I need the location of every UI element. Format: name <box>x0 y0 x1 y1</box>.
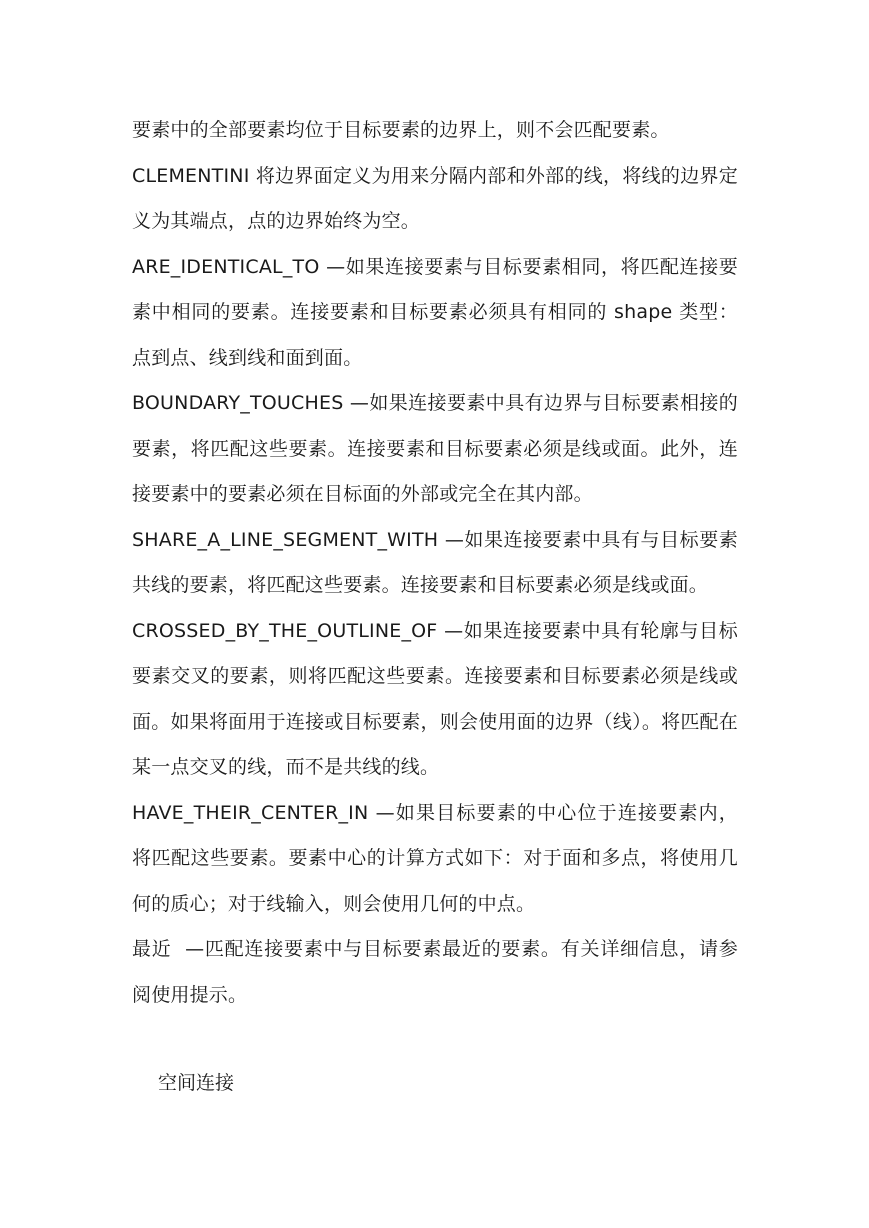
paragraph-share-a-line-segment-with: SHARE_A_LINE_SEGMENT_WITH —如果连接要素中具有与目标要素共线的要素，将匹配这些要素。连接要素和目标要素必须是线或面。 <box>132 528 738 596</box>
paragraph-no-match-boundary: 要素中的全部要素均位于目标要素的边界上，则不会匹配要素。 <box>132 119 670 141</box>
document-body <box>132 108 738 1018</box>
paragraph-have-their-center-in: HAVE_THEIR_CENTER_IN —如果目标要素的中心位于连接要素内，将匹配这些要素。要素中心的计算方式如下：对于面和多点，将使用几何的质心；对于线输入，则会使用几何的中点。 <box>132 801 738 915</box>
paragraph-boundary-touches: BOUNDARY_TOUCHES —如果连接要素中具有边界与目标要素相接的要素，将匹配这些要素。连接要素和目标要素必须是线或面。此外，连接要素中的要素必须在目标面的外部或完全在其内部。 <box>132 392 738 505</box>
paragraph-closest: 最近 —匹配连接要素中与目标要素最近的要素。有关详细信息，请参阅使用提示。 <box>132 938 738 1006</box>
paragraph-crossed-by-the-outline-of: CROSSED_BY_THE_OUTLINE_OF —如果连接要素中具有轮廓与目标要素交叉的要素，则将匹配这些要素。连接要素和目标要素必须是线或面。如果将面用于连接或目标要素，则会使用面的边界（线）。将匹配在某一点交叉的线，而不是共线的线。 <box>132 619 738 778</box>
paragraph-are-identical-to: ARE_IDENTICAL_TO —如果连接要素与目标要素相同，将匹配连接要素中相同的要素。连接要素和目标要素必须具有相同的 shape 类型：点到点、线到线和面到面。 <box>132 255 738 369</box>
paragraph-clementini: CLEMENTINI 将边界面定义为用来分隔内部和外部的线，将线的边界定义为其端点，点的边界始终为空。 <box>132 164 738 232</box>
section-heading: 空间连接 <box>158 1072 235 1094</box>
